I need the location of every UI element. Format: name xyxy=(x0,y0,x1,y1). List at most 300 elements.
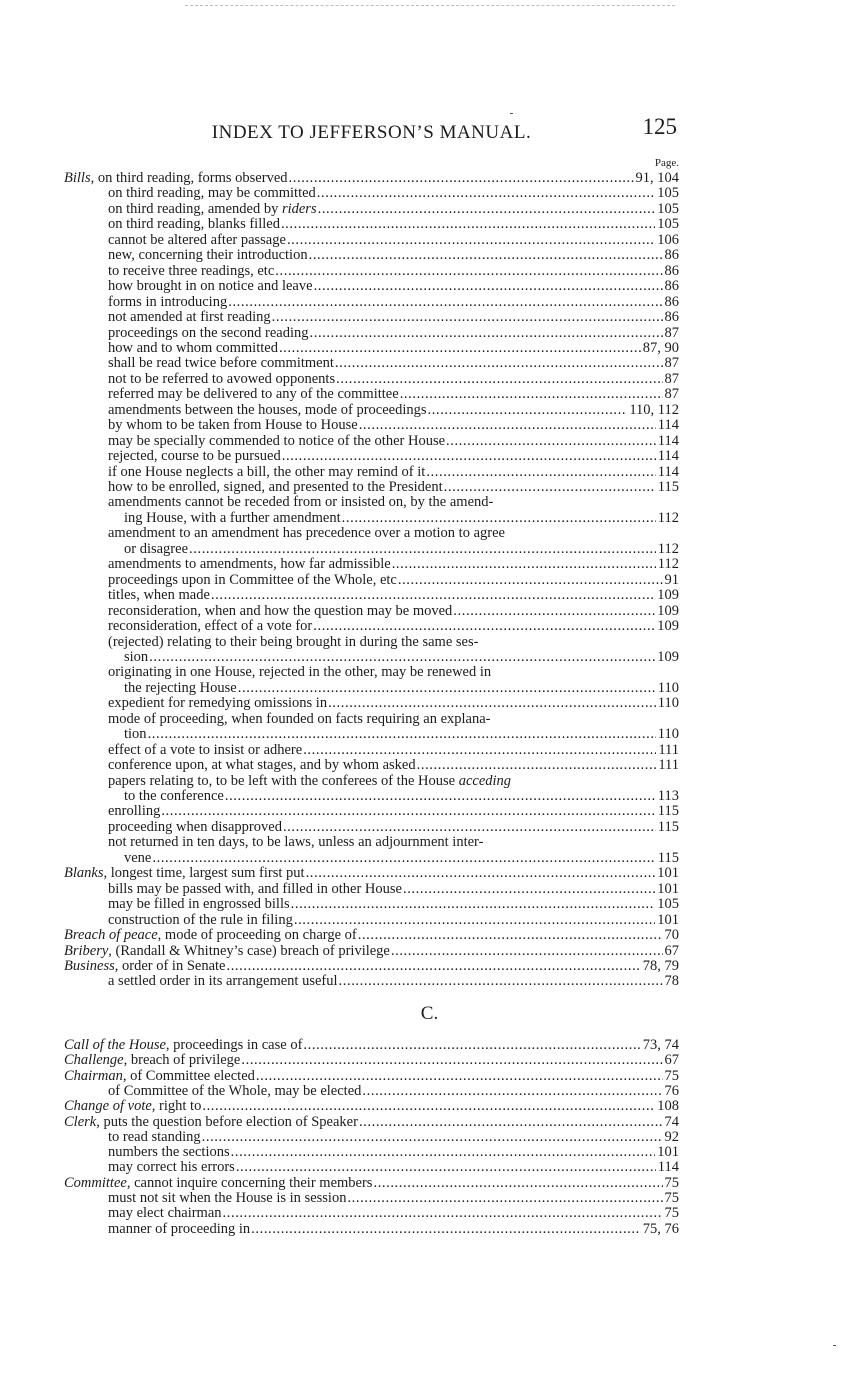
entry-page: 70 xyxy=(664,927,679,944)
leader-dots xyxy=(491,711,677,727)
leader-dots xyxy=(151,850,655,866)
entry-page: 67 xyxy=(664,1052,679,1069)
leader-dots xyxy=(302,742,656,758)
entry-text xyxy=(108,340,278,356)
entry-page: 73, 74 xyxy=(642,1037,679,1053)
index-entry xyxy=(64,927,679,943)
entry-description: construction of the rule in filing xyxy=(108,911,293,928)
entry-text xyxy=(108,402,427,418)
index-entry xyxy=(108,757,679,773)
entry-description: may be specially commended to notice of the other House xyxy=(108,432,446,449)
entry-description: sion xyxy=(124,648,149,665)
index-entry xyxy=(108,1221,679,1237)
entry-page xyxy=(677,664,679,680)
entry-text xyxy=(108,1159,235,1175)
index-entry xyxy=(108,664,679,680)
entry-text xyxy=(108,773,511,789)
leader-dots xyxy=(391,556,656,572)
entry-text xyxy=(108,757,416,773)
entry-text xyxy=(108,201,317,217)
entry-description: proceedings upon in Committee of the Whole, etc xyxy=(108,571,397,588)
entry-text xyxy=(108,819,282,835)
entry-text xyxy=(108,711,491,727)
entry-description: how to be enrolled, signed, and presented to the President xyxy=(108,479,443,495)
entry-text xyxy=(108,185,316,201)
leader-dots xyxy=(305,865,656,881)
entry-text xyxy=(108,355,334,371)
entry-description: referred may be delivered to any of the committee xyxy=(108,386,399,403)
entry-text xyxy=(108,664,491,680)
index-entry xyxy=(108,634,679,650)
entry-italic: riders xyxy=(281,200,317,217)
index-entry xyxy=(108,973,679,989)
top-rule xyxy=(185,5,675,6)
leader-dots xyxy=(358,1114,663,1130)
entry-description: may correct his errors xyxy=(108,1159,235,1176)
entry-page: 75 xyxy=(664,1190,679,1206)
entry-page: 75 xyxy=(664,1174,679,1191)
leader-dots xyxy=(316,185,655,201)
index-entry xyxy=(64,1068,679,1084)
leader-dots xyxy=(224,788,656,804)
entry-text xyxy=(64,1037,302,1053)
entry-page: 91 xyxy=(664,571,679,588)
entry-page: 67 xyxy=(664,942,679,959)
page-number: 125 xyxy=(642,114,677,139)
index-entry xyxy=(108,896,679,912)
entry-term: Blanks xyxy=(64,865,104,882)
leader-dots xyxy=(282,819,656,835)
entry-text xyxy=(64,1098,201,1114)
index-entry xyxy=(64,1175,679,1191)
leader-dots xyxy=(416,757,657,773)
entry-description: amendments cannot be receded from or insisted on, by the amend- xyxy=(108,494,494,511)
entry-page xyxy=(677,634,679,650)
entry-text xyxy=(124,649,148,665)
entry-description: amendments between the houses, mode of proceedings xyxy=(108,401,427,418)
entry-page: 113 xyxy=(657,788,679,804)
index-entry xyxy=(64,1114,679,1130)
entry-description: , puts the question before election of Speaker xyxy=(96,1113,358,1130)
entry-text xyxy=(108,1190,346,1206)
entry-page: 111 xyxy=(658,757,679,774)
entry-page: 115 xyxy=(657,818,679,835)
leader-dots xyxy=(402,881,655,897)
leader-dots xyxy=(280,216,655,232)
entry-text xyxy=(108,309,271,325)
index-entry xyxy=(108,572,679,588)
entry-description: vene xyxy=(124,849,152,866)
leader-dots xyxy=(397,572,663,588)
entry-text xyxy=(108,278,313,294)
page-column-label: Page. xyxy=(654,157,679,169)
entry-description: , breach of privilege xyxy=(123,1052,241,1069)
leader-dots xyxy=(160,803,655,819)
index-entry xyxy=(124,510,679,526)
index-entry xyxy=(108,1190,679,1206)
entry-page: 110 xyxy=(657,679,679,696)
entry-description: bills may be passed with, and filled in other House xyxy=(108,880,402,897)
index-entry xyxy=(64,943,679,959)
leader-dots xyxy=(308,247,663,263)
index-entry xyxy=(108,834,679,850)
index-entry xyxy=(124,850,679,866)
entry-term: Bills xyxy=(64,170,91,186)
leader-dots xyxy=(445,433,656,449)
leader-dots xyxy=(201,1129,663,1145)
entry-description: a settled order in its arrangement useful xyxy=(108,973,338,990)
entry-page: 114 xyxy=(657,417,679,434)
entry-page: 109 xyxy=(657,587,679,604)
index-entry xyxy=(124,649,679,665)
entry-text xyxy=(64,1114,358,1130)
entry-text xyxy=(108,973,338,989)
entry-page: 114 xyxy=(657,448,679,465)
index-entry xyxy=(108,201,679,217)
leader-dots xyxy=(286,232,655,248)
entry-page: 76 xyxy=(664,1082,679,1099)
entry-text xyxy=(124,510,341,526)
entry-term: Change of vote xyxy=(64,1098,152,1115)
entry-description: not amended at first reading xyxy=(108,309,271,326)
leader-dots xyxy=(390,943,663,959)
entry-page: 86 xyxy=(664,262,679,279)
entry-text xyxy=(64,1068,255,1084)
index-entry xyxy=(108,603,679,619)
entry-description: to the conference xyxy=(124,788,224,804)
entry-description: on third reading, amended by xyxy=(108,200,282,217)
entry-page: 86 xyxy=(664,278,679,295)
entry-text xyxy=(108,448,281,464)
index-entry xyxy=(108,1205,679,1221)
entry-page: 105 xyxy=(657,216,679,233)
leader-dots xyxy=(478,634,677,650)
entry-text xyxy=(124,726,147,742)
entry-description: papers relating to, to be left with the conferees of the House xyxy=(108,772,459,789)
entry-term: Business xyxy=(64,957,115,974)
entry-page: 86 xyxy=(664,293,679,310)
entry-description: tion xyxy=(124,726,147,743)
entry-text xyxy=(108,634,478,650)
entry-description: , longest time, largest sum first put xyxy=(103,865,305,882)
leader-dots xyxy=(372,1175,662,1191)
entry-text xyxy=(108,1221,250,1237)
entry-text xyxy=(64,865,305,881)
entry-description: manner of proceeding in xyxy=(108,1220,251,1237)
entry-page: 87, 90 xyxy=(642,339,679,356)
entry-text xyxy=(124,541,188,557)
entry-page: 78 xyxy=(664,973,679,990)
index-entry xyxy=(108,247,679,263)
leader-dots xyxy=(227,294,662,310)
page-title: INDEX TO JEFFERSON’S MANUAL. xyxy=(211,122,532,143)
entry-description: proceeding when disapproved xyxy=(108,818,282,835)
entry-term: Clerk xyxy=(64,1113,97,1130)
index-entry xyxy=(108,742,679,758)
leader-dots xyxy=(148,649,655,665)
entry-page: 105 xyxy=(657,185,679,202)
entry-page: 115 xyxy=(657,849,679,866)
entry-term: Call of the House xyxy=(64,1037,166,1053)
print-speck xyxy=(833,1345,836,1346)
leader-dots xyxy=(511,773,677,789)
leader-dots xyxy=(309,325,663,341)
entry-page xyxy=(677,773,679,789)
entry-page: 115 xyxy=(657,479,679,495)
entry-text xyxy=(64,943,390,959)
entry-page: 114 xyxy=(657,463,679,480)
leader-dots xyxy=(425,464,655,480)
entry-description: numbers the sections xyxy=(108,1144,230,1161)
leader-dots xyxy=(491,664,677,680)
leader-dots xyxy=(271,309,663,325)
index-entry xyxy=(108,711,679,727)
index-entry xyxy=(108,587,679,603)
entry-description: may be filled in engrossed bills xyxy=(108,896,290,913)
entry-page: 101 xyxy=(657,880,679,897)
index-entry xyxy=(64,1052,679,1068)
entry-text xyxy=(108,1083,361,1099)
leader-dots xyxy=(278,340,641,356)
leader-dots xyxy=(452,603,655,619)
entry-page xyxy=(677,834,679,850)
leader-dots xyxy=(235,1159,656,1175)
entry-page: 106 xyxy=(657,231,679,248)
index-entry xyxy=(108,695,679,711)
leader-dots xyxy=(338,973,663,989)
entry-description: , proceedings in case of xyxy=(165,1037,303,1053)
index-entry xyxy=(124,788,679,804)
index-entry xyxy=(64,170,679,186)
leader-dots xyxy=(147,726,656,742)
entry-text xyxy=(108,695,327,711)
entry-page: 87 xyxy=(664,324,679,341)
entry-term: Challenge xyxy=(64,1052,124,1069)
entry-page: 109 xyxy=(657,618,679,635)
entry-page: 109 xyxy=(657,648,679,665)
leader-dots xyxy=(358,417,656,433)
leader-dots xyxy=(483,834,677,850)
entry-description: not to be referred to avowed opponents xyxy=(108,370,336,387)
index-entry xyxy=(108,881,679,897)
entry-page: 114 xyxy=(657,1159,679,1176)
entry-text xyxy=(108,803,160,819)
index-entry xyxy=(108,263,679,279)
entry-description: or disagree xyxy=(124,540,189,557)
entry-description: not returned in ten days, to be laws, unless an adjournment inter- xyxy=(108,834,484,851)
entry-text xyxy=(108,572,397,588)
leader-dots xyxy=(313,278,663,294)
index-entry xyxy=(108,402,679,418)
entry-text xyxy=(124,680,237,696)
index-entry xyxy=(108,216,679,232)
entry-page: 111 xyxy=(658,741,679,758)
entry-page xyxy=(677,711,679,727)
entry-text xyxy=(108,371,335,387)
entry-description: on third reading, blanks filled xyxy=(108,216,280,233)
index-entry xyxy=(64,865,679,881)
entry-text xyxy=(108,464,425,480)
entry-text xyxy=(108,263,274,279)
entry-page: 86 xyxy=(664,309,679,326)
entry-description: expedient for remedying omissions in xyxy=(108,695,328,712)
index-entry xyxy=(108,819,679,835)
leader-dots xyxy=(317,201,656,217)
index-entry xyxy=(108,525,679,541)
index-entry xyxy=(108,309,679,325)
leader-dots xyxy=(240,1052,662,1068)
entry-description: how brought in on notice and leave xyxy=(108,278,313,295)
entry-page: 105 xyxy=(657,896,679,913)
leader-dots xyxy=(312,618,655,634)
entry-page: 112 xyxy=(657,540,679,557)
entry-text xyxy=(108,1129,201,1145)
entry-description: on third reading, may be committed xyxy=(108,185,316,202)
index-entry xyxy=(108,278,679,294)
leader-dots xyxy=(505,525,677,541)
entry-description: forms in introducing xyxy=(108,293,228,310)
leader-dots xyxy=(281,448,656,464)
index-entry xyxy=(108,386,679,402)
leader-dots xyxy=(302,1037,640,1053)
entry-page: 91, 104 xyxy=(635,170,679,186)
entry-page: 115 xyxy=(657,803,679,820)
entry-page: 75 xyxy=(664,1067,679,1084)
leader-dots xyxy=(361,1083,662,1099)
leader-dots xyxy=(250,1221,641,1237)
index-entry xyxy=(108,371,679,387)
entry-text xyxy=(108,525,505,541)
entry-description: , cannot inquire concerning their members xyxy=(126,1174,373,1191)
entry-description: mode of proceeding, when founded on facts requiring an explana- xyxy=(108,710,491,727)
index-entry xyxy=(108,618,679,634)
entry-text xyxy=(108,325,309,341)
entry-description: rejected, course to be pursued xyxy=(108,448,281,465)
entry-page: 101 xyxy=(657,1144,679,1161)
index-entry xyxy=(108,294,679,310)
index-entry xyxy=(64,958,679,974)
entry-description: , on third reading, forms observed xyxy=(90,170,288,186)
entry-description: effect of a vote to insist or adhere xyxy=(108,741,303,758)
index-entry xyxy=(124,680,679,696)
entry-description: (rejected) relating to their being brought in during the same ses- xyxy=(108,633,479,650)
leader-dots xyxy=(346,1190,662,1206)
leader-dots xyxy=(327,695,656,711)
index-entry xyxy=(108,556,679,572)
entry-description: ing House, with a further amendment xyxy=(124,509,341,526)
leader-dots xyxy=(188,541,656,557)
entry-text xyxy=(108,1205,222,1221)
entry-description: reconsideration, effect of a vote for xyxy=(108,618,313,635)
entry-description: titles, when made xyxy=(108,587,210,604)
entry-page: 75, 76 xyxy=(642,1220,679,1237)
entry-term: Bribery xyxy=(64,942,109,959)
index-entry xyxy=(108,417,679,433)
entry-description: the rejecting House xyxy=(124,679,237,696)
leader-dots xyxy=(288,170,634,186)
entry-text xyxy=(108,216,280,232)
entry-description: , right to xyxy=(151,1098,202,1115)
entry-description: by whom to be taken from House to House xyxy=(108,417,358,434)
entry-text xyxy=(64,958,225,974)
entry-page: 87 xyxy=(664,370,679,387)
entry-description: amendments to amendments, how far admissible xyxy=(108,556,391,573)
leader-dots xyxy=(290,896,656,912)
entry-page: 92 xyxy=(664,1128,679,1145)
leader-dots xyxy=(357,927,663,943)
entry-page: 86 xyxy=(664,247,679,264)
entry-text xyxy=(108,742,302,758)
running-header xyxy=(64,114,679,144)
entry-text xyxy=(108,232,286,248)
entry-text xyxy=(108,587,210,603)
index-entry xyxy=(108,1129,679,1145)
index-entry xyxy=(124,726,679,742)
index-entry xyxy=(108,232,679,248)
entry-description: of Committee of the Whole, may be elected xyxy=(108,1082,362,1099)
leader-dots xyxy=(334,355,663,371)
leader-dots xyxy=(225,958,640,974)
entry-description: to read standing xyxy=(108,1128,201,1145)
entry-description: proceedings on the second reading xyxy=(108,324,309,341)
entry-text xyxy=(108,386,399,402)
index-entry xyxy=(108,803,679,819)
entry-text xyxy=(108,1144,230,1160)
index-entry xyxy=(108,340,679,356)
entry-text xyxy=(124,788,224,804)
entry-description: enrolling xyxy=(108,803,161,820)
index-entry xyxy=(108,1144,679,1160)
entry-description: cannot be altered after passage xyxy=(108,231,286,248)
entry-text xyxy=(108,247,308,263)
entry-text xyxy=(108,896,290,912)
index-entry xyxy=(108,773,679,789)
entry-page xyxy=(677,494,679,510)
index-entry xyxy=(108,1159,679,1175)
entry-page: 109 xyxy=(657,602,679,619)
entry-page: 74 xyxy=(664,1113,679,1130)
index-entry xyxy=(108,494,679,510)
index-entry xyxy=(124,541,679,557)
entry-description: to receive three readings, etc xyxy=(108,262,275,279)
index-entry xyxy=(108,185,679,201)
entry-page: 110 xyxy=(657,695,679,712)
entry-text xyxy=(108,618,312,634)
index-entry xyxy=(108,1083,679,1099)
entry-text xyxy=(108,494,493,510)
entry-description: if one House neglects a bill, the other may remind of it xyxy=(108,463,426,480)
entry-page: 78, 79 xyxy=(642,957,679,974)
leader-dots xyxy=(222,1205,663,1221)
entry-description: shall be read twice before commitment xyxy=(108,355,334,372)
entry-page xyxy=(677,525,679,541)
entry-text xyxy=(124,850,151,866)
entry-description: , mode of proceeding on charge of xyxy=(157,927,357,944)
entry-text xyxy=(108,603,452,619)
index-entry xyxy=(108,355,679,371)
entry-description: amendment to an amendment has precedence over a motion to agree xyxy=(108,525,505,542)
index-entry xyxy=(108,479,679,495)
leader-dots xyxy=(293,912,655,928)
entry-description: originating in one House, rejected in the other, may be renewed in xyxy=(108,664,492,681)
leader-dots xyxy=(335,371,662,387)
entry-text xyxy=(108,433,445,449)
entry-description: reconsideration, when and how the question may be moved xyxy=(108,602,453,619)
leader-dots xyxy=(399,386,663,402)
print-speck xyxy=(510,113,513,114)
entry-description: , of Committee elected xyxy=(122,1067,255,1084)
entry-page: 114 xyxy=(657,432,679,449)
